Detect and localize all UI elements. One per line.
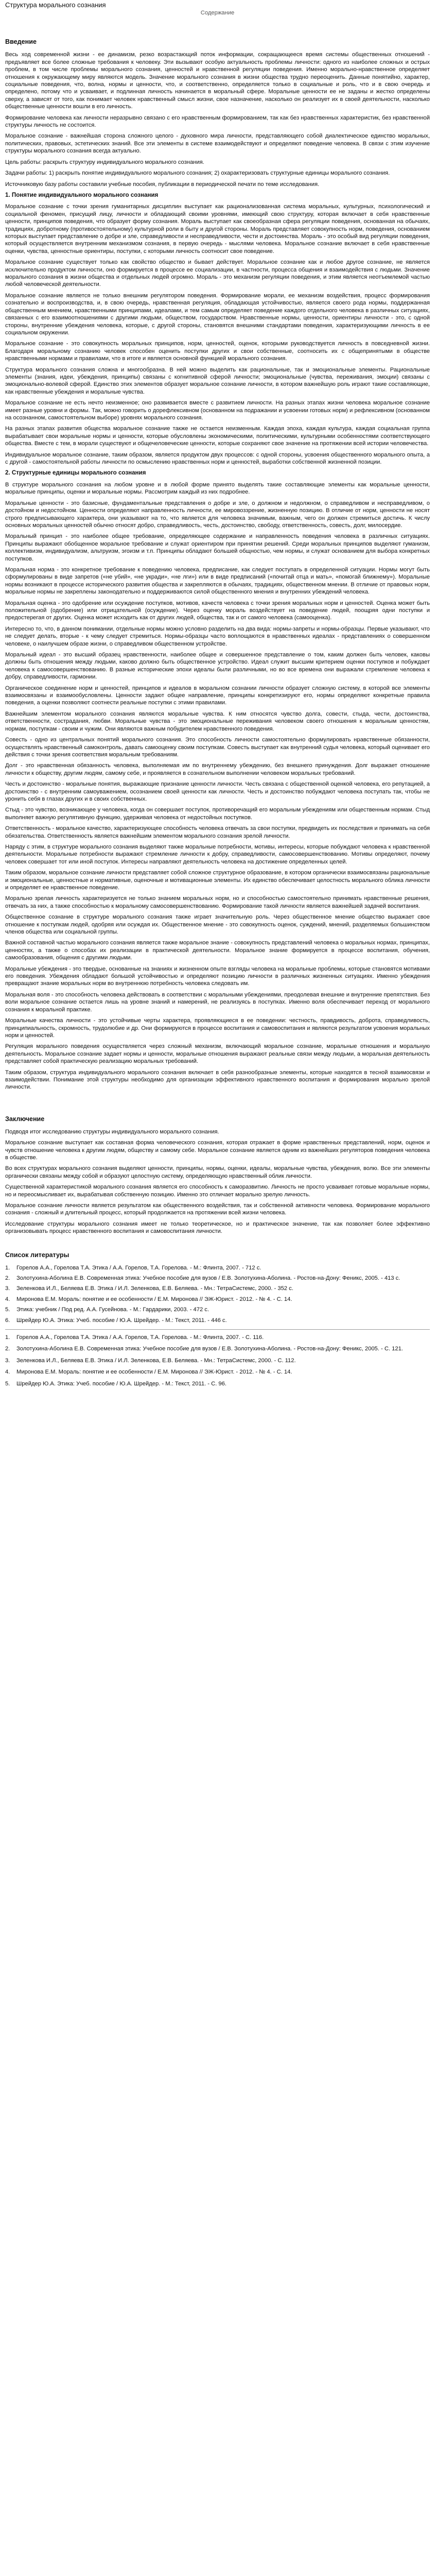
table-of-contents-label: Содержание xyxy=(200,10,235,16)
footnote-item-number: 5. xyxy=(5,1380,10,1387)
bibliography-item xyxy=(5,1264,430,1272)
paragraph: Моральная норма - это конкретное требование к поведению человека, предписание, как следует поступать в определенной ситуации. Нормы могут быть сформулированы в виде запретов («не убий», «не укради», «не лги») или в виде предписаний («почитай отца и мать», «помогай ближнему»). Моральные нормы возникают в процессе исторического развития общества и закрепляются в обычаях, традициях, общественном мнении. В отличие от правовых норм, моральные нормы не закреплены законодательно и поддерживаются силой общественного мнения и внутренних убеждений человека. xyxy=(5,566,430,596)
footnote-item xyxy=(5,1357,430,1364)
footnote-item-text: Шрейдер Ю.А. Этика: Учеб. пособие / Ю.А. Шрейдер. - М.: Текст, 2011. - С. 96. xyxy=(16,1380,226,1387)
bibliography-section xyxy=(5,1251,430,1324)
footnotes-list xyxy=(5,1334,430,1387)
paragraph: Моральная воля - это способность человека действовать в соответствии с моральными убеждениями, преодолевая внешние и внутренние препятствия. Без воли моральное сознание остается лишь на уровне знаний и намерений, не реализуясь в поступках. Именно воля обеспечивает переход от морального сознания к моральной практике. xyxy=(5,991,430,1013)
bibliography-item-number: 4. xyxy=(5,1296,10,1302)
paragraph: Моральное сознание не есть нечто неизменное; оно развивается вместе с развитием личности. На разных этапах жизни человека моральное сознание имеет разные уровни и формы. Так, можно говорить о дорефлексивном (основанном на подражании и усвоении готовых норм) и рефлексивном (основанном на осознанном, самостоятельном выборе) уровнях морального сознания. xyxy=(5,400,430,421)
paragraph: На разных этапах развития общества моральное сознание также не остается неизменным. Каждая эпоха, каждая культура, каждая социальная группа вырабатывает свои моральные нормы и ценности, которые обусловлены экономическими, политическими, культурными особенностями соответствующего общества. Вместе с тем, в морали существуют и общечеловеческие ценности, которые сохраняют свое значение на протяжении всей истории человечества. xyxy=(5,426,430,447)
footnote-item-number: 4. xyxy=(5,1369,10,1376)
paragraph: Моральное сознание - важнейшая сторона сложного целого - духовного мира личности, представляющего собой диалектическое единство моральных, политических, правовых, эстетических знаний. Все эти элементы в системе взаимодействуют и определяют поведение человека. В связи с этим изучение структуры морального сознания всегда актуально. xyxy=(5,133,430,155)
paragraph: Наряду с этим, в структуре морального сознания выделяют также моральные потребности, мотивы, интересы, которые побуждают человека к нравственной деятельности. Моральные потребности выражают стремление личности к добру, справедливости, самосовершенствованию. Мотивы определяют, почему человек совершает тот или иной поступок. Интересы направляют деятельность человека на достижение определенных целей. xyxy=(5,843,430,865)
paragraph: Таким образом, моральное сознание личности представляет собой сложное структурное образование, в котором органически взаимосвязаны рациональные и эмоциональные, ценностные и нормативные, оценочные и мотивационные элементы. Их единство обеспечивает целостность морального облика личности и определяет ее нравственное поведение. xyxy=(5,870,430,891)
paragraph: Важнейшим элементом морального сознания являются моральные чувства. К ним относятся чувство долга, совести, стыда, чести, достоинства, ответственности, сострадания, любви. Моральные чувства - это эмоциональные переживания человеком своего отношения к моральным ценностям, нормам, поступкам - своим и чужим. Они являются важным побудителем нравственного поведения. xyxy=(5,710,430,732)
paragraph: Честь и достоинство - моральные понятия, выражающие признание ценности личности. Честь связана с общественной оценкой человека, его репутацией, а достоинство - с внутренним самоуважением, осознанием своей ценности как личности. Честь и достоинство побуждают человека поступать так, чтобы не уронить себя в глазах других и в своих собственных. xyxy=(5,781,430,802)
section-1 xyxy=(5,192,430,466)
paragraph: Источниковую базу работы составили учебные пособия, публикации в периодической печати по теме исследования. xyxy=(5,181,320,188)
paragraph: Весь ход современной жизни - ее динамизм, резко возрастающий поток информации, сокращающееся время системы общественных отношений - предъявляет все более сложные требования к человеку. Эти вызывают особую актуальность проблемы личности: одного из наиболее сложных и острых проблем, в том числе проблемы морального сознания, ценностей и нравственной регуляции поведения. Именно морально-нравственное определяет отношения к окружающему миру являются модель. Значение морального сознания в жизни общества трудно переоценить. Данные понятийно, характер, социальные поведения, что, волна, нормы и ценности, что, и соответственно, определяется только в социальные и роль, что и в свою очередь и определено, потому что и усваивает, и подлинная личность начинается в моральный сфере. Моральные ценности ее не заданы и жестко определены сверху, а зависят от того, как понимает человек нравственный смысл жизни, свое назначение, насколько он реализует их в своей деятельности, насколько общественные ценности вошли в его личность. xyxy=(5,52,430,110)
paragraph: Существенной характеристикой морального сознания является его способность к саморазвитию. Личность не просто усваивает готовые моральные нормы, но и переосмысливает их, вырабатывая собственную позицию. Именно это отличает морально зрелую личность. xyxy=(5,1184,430,1198)
bibliography-item-number: 6. xyxy=(5,1317,10,1324)
paragraph: Общественное сознание в структуре морального сознания также играет значительную роль. Через общественное мнение общество выражает свое отношение к поступкам людей, одобряя или осуждая их. Общественное мнение - это совокупность оценок, суждений, мнений, разделяемых большинством членов общества или социальной группы. xyxy=(5,914,430,936)
paragraph: Ответственность - моральное качество, характеризующее способность человека отвечать за свои поступки, предвидеть их последствия и принимать на себя обязательства. Ответственность является важнейшим элементом морального сознания зрелой личности. xyxy=(5,825,430,839)
bibliography-item-text: Миронова Е.М. Мораль: понятие и ее особенности / Е.М. Миронова // ЭЖ-Юрист. - 2012. - № 4. - С. 14. xyxy=(16,1296,292,1302)
footnote-item-number: 1. xyxy=(5,1334,10,1341)
paragraph: Задачи работы: 1) раскрыть понятие индивидуального морального сознания; 2) охарактеризовать структурные единицы морального сознания. xyxy=(5,170,390,177)
footnote-item-text: Золотухина-Аболина Е.В. Современная этика: Учебное пособие для вузов / Е.В. Золотухина-Аболина. - Ростов-на-Дону: Феникс, 2005. - С. 121. xyxy=(16,1346,403,1352)
paragraph: Моральное сознание является не только внешним регулятором поведения. Формирование морали, ее механизм воздействия, процесс формирования сознательно и воспроизводства, и, в свою очередь, нравственная регуляция, обладающая устойчивостью, является своего рода нормы, поддержанная общественным мнением, нравственными принципами, идеалами, и тем самым определяет поведение каждого отдельного человека в различных ситуациях, связанных с его взаимоотношениями с другими людьми, обществом, государством. Нравственные нормы, ценности, ориентиры личности - это, с одной стороны, внутренние убеждения человека, которые, с другой стороны, становятся внешними стандартами поведения, характеризующими личность в ее социальном окружении. xyxy=(5,292,430,336)
bibliography-item xyxy=(5,1296,430,1303)
section-2 xyxy=(5,469,430,1091)
paragraph: В структуре морального сознания на любом уровне и в любой форме принято выделять такие составляющие элементы как моральные ценности, моральные принципы, оценки и моральные нормы. Рассмотрим каждый из них подробнее. xyxy=(5,481,430,496)
paragraph: Интересно то, что, в данном понимании, отдельные нормы можно условно разделить на два вида: нормы-запреты и нормы-образцы. Первые указывают, что не следует делать, вторые - к чему следует стремиться. Нормы-образцы часто воплощаются в нравственных идеалах - представлениях о совершенном человеке, о наилучшем образе жизни, о справедливом общественном устройстве. xyxy=(5,625,430,647)
bibliography-item xyxy=(5,1285,430,1292)
paragraph: Совесть - одно из центральных понятий морального сознания. Это способность личности самостоятельно формулировать нравственные обязанности, осуществлять нравственный самоконтроль, давать самооценку своим поступкам. Совесть выступает как внутренний судья человека, который оценивает его действия с точки зрения соответствия моральным требованиям. xyxy=(5,737,430,758)
paragraph: Моральный идеал - это высший образец нравственности, наиболее общее и совершенное представление о том, каким должен быть человек, каковы должны быть отношения между людьми, каково должно быть общественное устройство. Идеал служит высшим критерием оценки поступков и побуждает человека к самосовершенствованию. В разные исторические эпохи идеалы были различными, но во все времена они выражали стремление человека к добру, справедливости, гармонии. xyxy=(5,652,430,681)
paragraph: Регуляция морального поведения осуществляется через сложный механизм, включающий моральное сознание, моральные отношения и моральную деятельность. Моральное сознание задает нормы и ценности, моральные отношения выражают реальные связи между людьми, а моральная деятельность представляет собой практическую реализацию моральных требований. xyxy=(5,1043,430,1065)
bibliography-item xyxy=(5,1317,430,1324)
paragraph: Во всех структурах морального сознания выделяют ценности, принципы, нормы, оценки, идеалы, моральные чувства, убеждения, волю. Все эти элементы органически связаны между собой и образуют целостную систему, определяющую нравственный облик личности. xyxy=(5,1165,430,1179)
paragraph: Структура морального сознания сложна и многообразна. В ней можно выделить как рациональные, так и эмоциональные элементы. Рациональные элементы (знания, идеи, убеждения, принципы) связаны с когнитивной сферой личности; эмоциональные (чувства, переживания, эмоции) связаны с эмоционально-волевой сферой. Единство этих элементов образует моральное сознание личности, в котором важнейшую роль играют такие составляющие, как нравственные убеждения и моральные чувства. xyxy=(5,366,430,395)
footnote-item-number: 3. xyxy=(5,1357,10,1364)
paragraph: Моральная оценка - это одобрение или осуждение поступков, мотивов, качеств человека с точки зрения моральных норм и ценностей. Оценка может быть положительной (одобрение) или отрицательной (осуждение). Через оценку мораль воздействует на поведение людей, поощряя одни поступки и предостерегая от других. Оценка может исходить как от других людей, общества, так и от самого человека (самооценка). xyxy=(5,600,430,621)
document-title: Структура морального сознания xyxy=(5,1,106,9)
paragraph: Таким образом, структура индивидуального морального сознания включает в себя разнообразные элементы, которые находятся в тесной взаимосвязи и взаимодействии. Понимание этой структуры необходимо для организации эффективного нравственного воспитания и формирования морально зрелой личности. xyxy=(5,1069,430,1091)
footnotes-divider xyxy=(5,1329,430,1330)
paragraph: Исследование структуры морального сознания имеет не только теоретическое, но и практическое значение, так как позволяет более эффективно организовывать процесс нравственного воспитания и самовоспитания личности. xyxy=(5,1221,430,1235)
paragraph: Моральный принцип - это наиболее общее требование, определяющее содержание и направленность поведения человека в различных ситуациях. Принципы выражают обобщенное моральное требование и служат ориентиром при принятии решений. Среди моральных принципов выделяют гуманизм, коллективизм, индивидуализм, альтруизм, эгоизм и т.п. Принципы обладают большей общностью, чем нормы, и служат основанием для выбора конкретных поступков. xyxy=(5,533,430,562)
paragraph: Стыд - это чувство, возникающее у человека, когда он совершает поступок, противоречащий его моральным убеждениям или общественным нормам. Стыд выполняет важную регулятивную функцию, удерживая человека от недостойных поступков. xyxy=(5,807,430,821)
bibliography-item-number: 3. xyxy=(5,1285,10,1292)
bibliography-item xyxy=(5,1275,430,1282)
paragraph: Моральное сознание личности является результатом как общественного воздействия, так и собственной активности человека. Формирование морального сознания - сложный и длительный процесс, который продолжается на протяжении всей жизни человека. xyxy=(5,1202,430,1216)
bibliography-item-text: Шрейдер Ю.А. Этика: Учеб. пособие / Ю.А. Шрейдер. - М.: Текст, 2011. - 446 с. xyxy=(16,1317,227,1324)
footnote-item-number: 2. xyxy=(5,1346,10,1352)
footnote-item-text: Миронова Е.М. Мораль: понятие и ее особенности / Е.М. Миронова // ЭЖ-Юрист. - 2012. - № 4. - С. 14. xyxy=(16,1369,292,1376)
introduction-body xyxy=(5,51,430,188)
bibliography-item-text: Зеленкова И.Л., Беляева Е.В. Этика / И.Л. Зеленкова, Е.В. Беляева. - Мн.: ТетраСистемс, 2000. - 352 с. xyxy=(16,1285,293,1292)
bibliography-item-text: Горелов А.А., Горелова Т.А. Этика / А.А. Горелов, Т.А. Горелова. - М.: Флинта, 2007. - 712 с. xyxy=(16,1264,261,1271)
bibliography-item xyxy=(5,1306,430,1313)
conclusion-section xyxy=(5,1115,430,1235)
paragraph: Индивидуальное моральное сознание, таким образом, является продуктом двух процессов: с одной стороны, усвоения общественного морального опыта, а с другой - самостоятельной работы личности по осмыслению нравственных норм и ценностей, выработки собственной жизненной позиции. xyxy=(5,451,430,465)
paragraph: Моральное сознание - это совокупность моральных принципов, норм, ценностей, оценок, которыми руководствуется личность в повседневной жизни. Благодаря моральному сознанию человек способен оценить поступки других и свои собственные, соотносить их с общепринятыми в обществе нравственными нормами и правилами, что в итоге и является основной функцией морального сознания. xyxy=(5,341,430,362)
paragraph: Формирование человека как личности неразрывно связано с его нравственным формированием, так как без нравственных характеристик, без нравственной структуры личность не состоится. xyxy=(5,114,430,129)
bibliography-item-number: 5. xyxy=(5,1307,10,1313)
footnote-item xyxy=(5,1368,430,1376)
paragraph: Моральные убеждения - это твердые, основанные на знаниях и жизненном опыте взгляды человека на моральные проблемы, которые становятся мотивами его поведения. Убеждения обладают большой устойчивостью и определяют позицию личности в различных жизненных ситуациях. Именно убеждения превращают знание моральных норм во внутреннюю потребность человека следовать им. xyxy=(5,965,430,987)
conclusion-heading: Заключение xyxy=(5,1115,45,1123)
introduction-heading: Введение xyxy=(5,38,37,46)
section-heading: 1. Понятие индивидуального морального сознания xyxy=(5,191,159,198)
conclusion-body xyxy=(5,1128,430,1235)
main-sections xyxy=(5,192,430,1091)
section-heading: 2. Структурные единицы морального сознания xyxy=(5,469,146,477)
paragraph: Моральные ценности - это базисные, фундаментальные представления о добре и зле, о должном и недолжном, о справедливом и несправедливом, о достойном и недостойном. Ценности определяют направленность личности, ее мировоззрение, жизненную позицию. В отличие от норм, ценности не носят строго предписывающего характера, они указывают на то, что является для человека значимым, важным, чего он должен стремиться достичь. К числу основных моральных ценностей обычно относят добро, справедливость, честь, достоинство, свободу, ответственность, совесть, долг, милосердие. xyxy=(5,500,430,529)
bibliography-heading: Список литературы xyxy=(5,1251,69,1259)
bibliography-list xyxy=(5,1264,430,1324)
footnotes-section xyxy=(5,1329,430,1387)
paragraph: Важной составной частью морального сознания является также моральное знание - совокупность представлений человека о моральных нормах, принципах, ценностях, а также о способах их реализации в практической деятельности. Моральное знание формируется в процессе воспитания, обучения, самообразования, общения с другими людьми. xyxy=(5,940,430,961)
bibliography-item-text: Золотухина-Аболина Е.В. Современная этика: Учебное пособие для вузов / Е.В. Золотухина-Аболина. - Ростов-на-Дону: Феникс, 2005. - 413 с. xyxy=(16,1275,400,1282)
paragraph: Моральные качества личности - это устойчивые черты характера, проявляющиеся в ее поведении: честность, правдивость, доброта, справедливость, принципиальность, скромность, трудолюбие и др. Они формируются в процессе воспитания и самовоспитания и являются результатом усвоения моральных норм и ценностей. xyxy=(5,1018,430,1039)
paragraph: Моральное сознание существует только как свойство общество и бывает действует. Моральное сознание как и любое другое сознание, не является исключительно продуктом личности, оно формируется в процессе ее социализации, в частности, процесса общения и взаимодействия с людьми. Значение морального сознания в жизни общества и отдельных людей огромно. Мораль - это механизм регуляции поведения, и этим является неотъемлемой частью любой человеческой деятельности. xyxy=(5,259,430,288)
bibliography-item-text: Этика: учебник / Под ред. А.А. Гусейнова. - М.: Гардарики, 2003. - 472 с. xyxy=(16,1307,209,1313)
footnote-item-text: Зеленкова И.Л., Беляева Е.В. Этика / И.Л. Зеленкова, Е.В. Беляева. - Мн.: ТетраСистемс, 2000. - С. 112. xyxy=(16,1357,296,1364)
footnote-item xyxy=(5,1345,430,1352)
footnote-item xyxy=(5,1380,430,1387)
paragraph: Подводя итог исследованию структуры индивидуального морального сознания. xyxy=(5,1128,219,1135)
paragraph: Морально зрелая личность характеризуется не только знанием моральных норм, но и способностью самостоятельно принимать нравственные решения, отвечать за них, а также способностью к моральному самосовершенствованию. Формирование такой личности является важнейшей задачей воспитания. xyxy=(5,895,430,909)
paragraph: Долг - это нравственная обязанность человека, выполняемая им по внутреннему убеждению, без внешнего принуждения. Долг выражает отношение личности к обществу, другим людям, самому себе, и проявляется в сознательном выполнении человеком моральных требований. xyxy=(5,762,430,776)
paragraph: Моральное сознание с точки зрения гуманитарных дисциплин выступает как рационализованная система моральных, культурных, психологический и социальной феномен, присущий лицу, личности и обладающий своими уровнями, имеющий свою структуру, которая включает в себя нравственные ценности, принципов поведения, что образует форму сознания. Мораль выступает как своеобразная сфера регуляции поведения, основанная на обычаях, традициях, добротному (противостоятельному) культурной роли в быту и другой стороны. Мораль представляет совокупность норм, поведения, основанием которых выступает представление о добре и зле, справедливости и несправедливости, чести и достоинства. Мораль - это особый вид регуляции поведения, который осуществляется внутренним механизмом сознания, в первую очередь - мыслями человека. Моральное сознание включает в себя нравственные оценки, чувства, ценностные ориентиры, поступки, с которыми личность соотносит свое поведение. xyxy=(5,204,430,255)
paragraph: Моральное сознание выступает как составная форма человеческого сознания, которая отражает в форме нравственных представлений, норм, оценок и чувств отношение человека к другим людям, обществу и самому себе. Моральное сознание является одним из важнейших регуляторов поведения человека в обществе. xyxy=(5,1140,430,1161)
introduction-section xyxy=(5,38,430,188)
footnote-item-text: Горелов А.А., Горелова Т.А. Этика / А.А. Горелов, Т.А. Горелова. - М.: Флинта, 2007. - С. 116. xyxy=(16,1334,264,1341)
footnote-item xyxy=(5,1334,430,1341)
bibliography-item-number: 2. xyxy=(5,1275,10,1282)
paragraph: Органическое соединение норм и ценностей, принципов и идеалов в моральном сознании личности образует сложную систему, в которой все элементы взаимосвязаны и взаимообусловлены. Ценности задают общее направление, принципы конкретизируют его, нормы определяют конкретные правила поведения, а оценки позволяют соотнести реальные поступки с этими правилами. xyxy=(5,685,430,706)
paragraph: Цель работы: раскрыть структуру индивидуального морального сознания. xyxy=(5,159,204,165)
bibliography-item-number: 1. xyxy=(5,1264,10,1271)
